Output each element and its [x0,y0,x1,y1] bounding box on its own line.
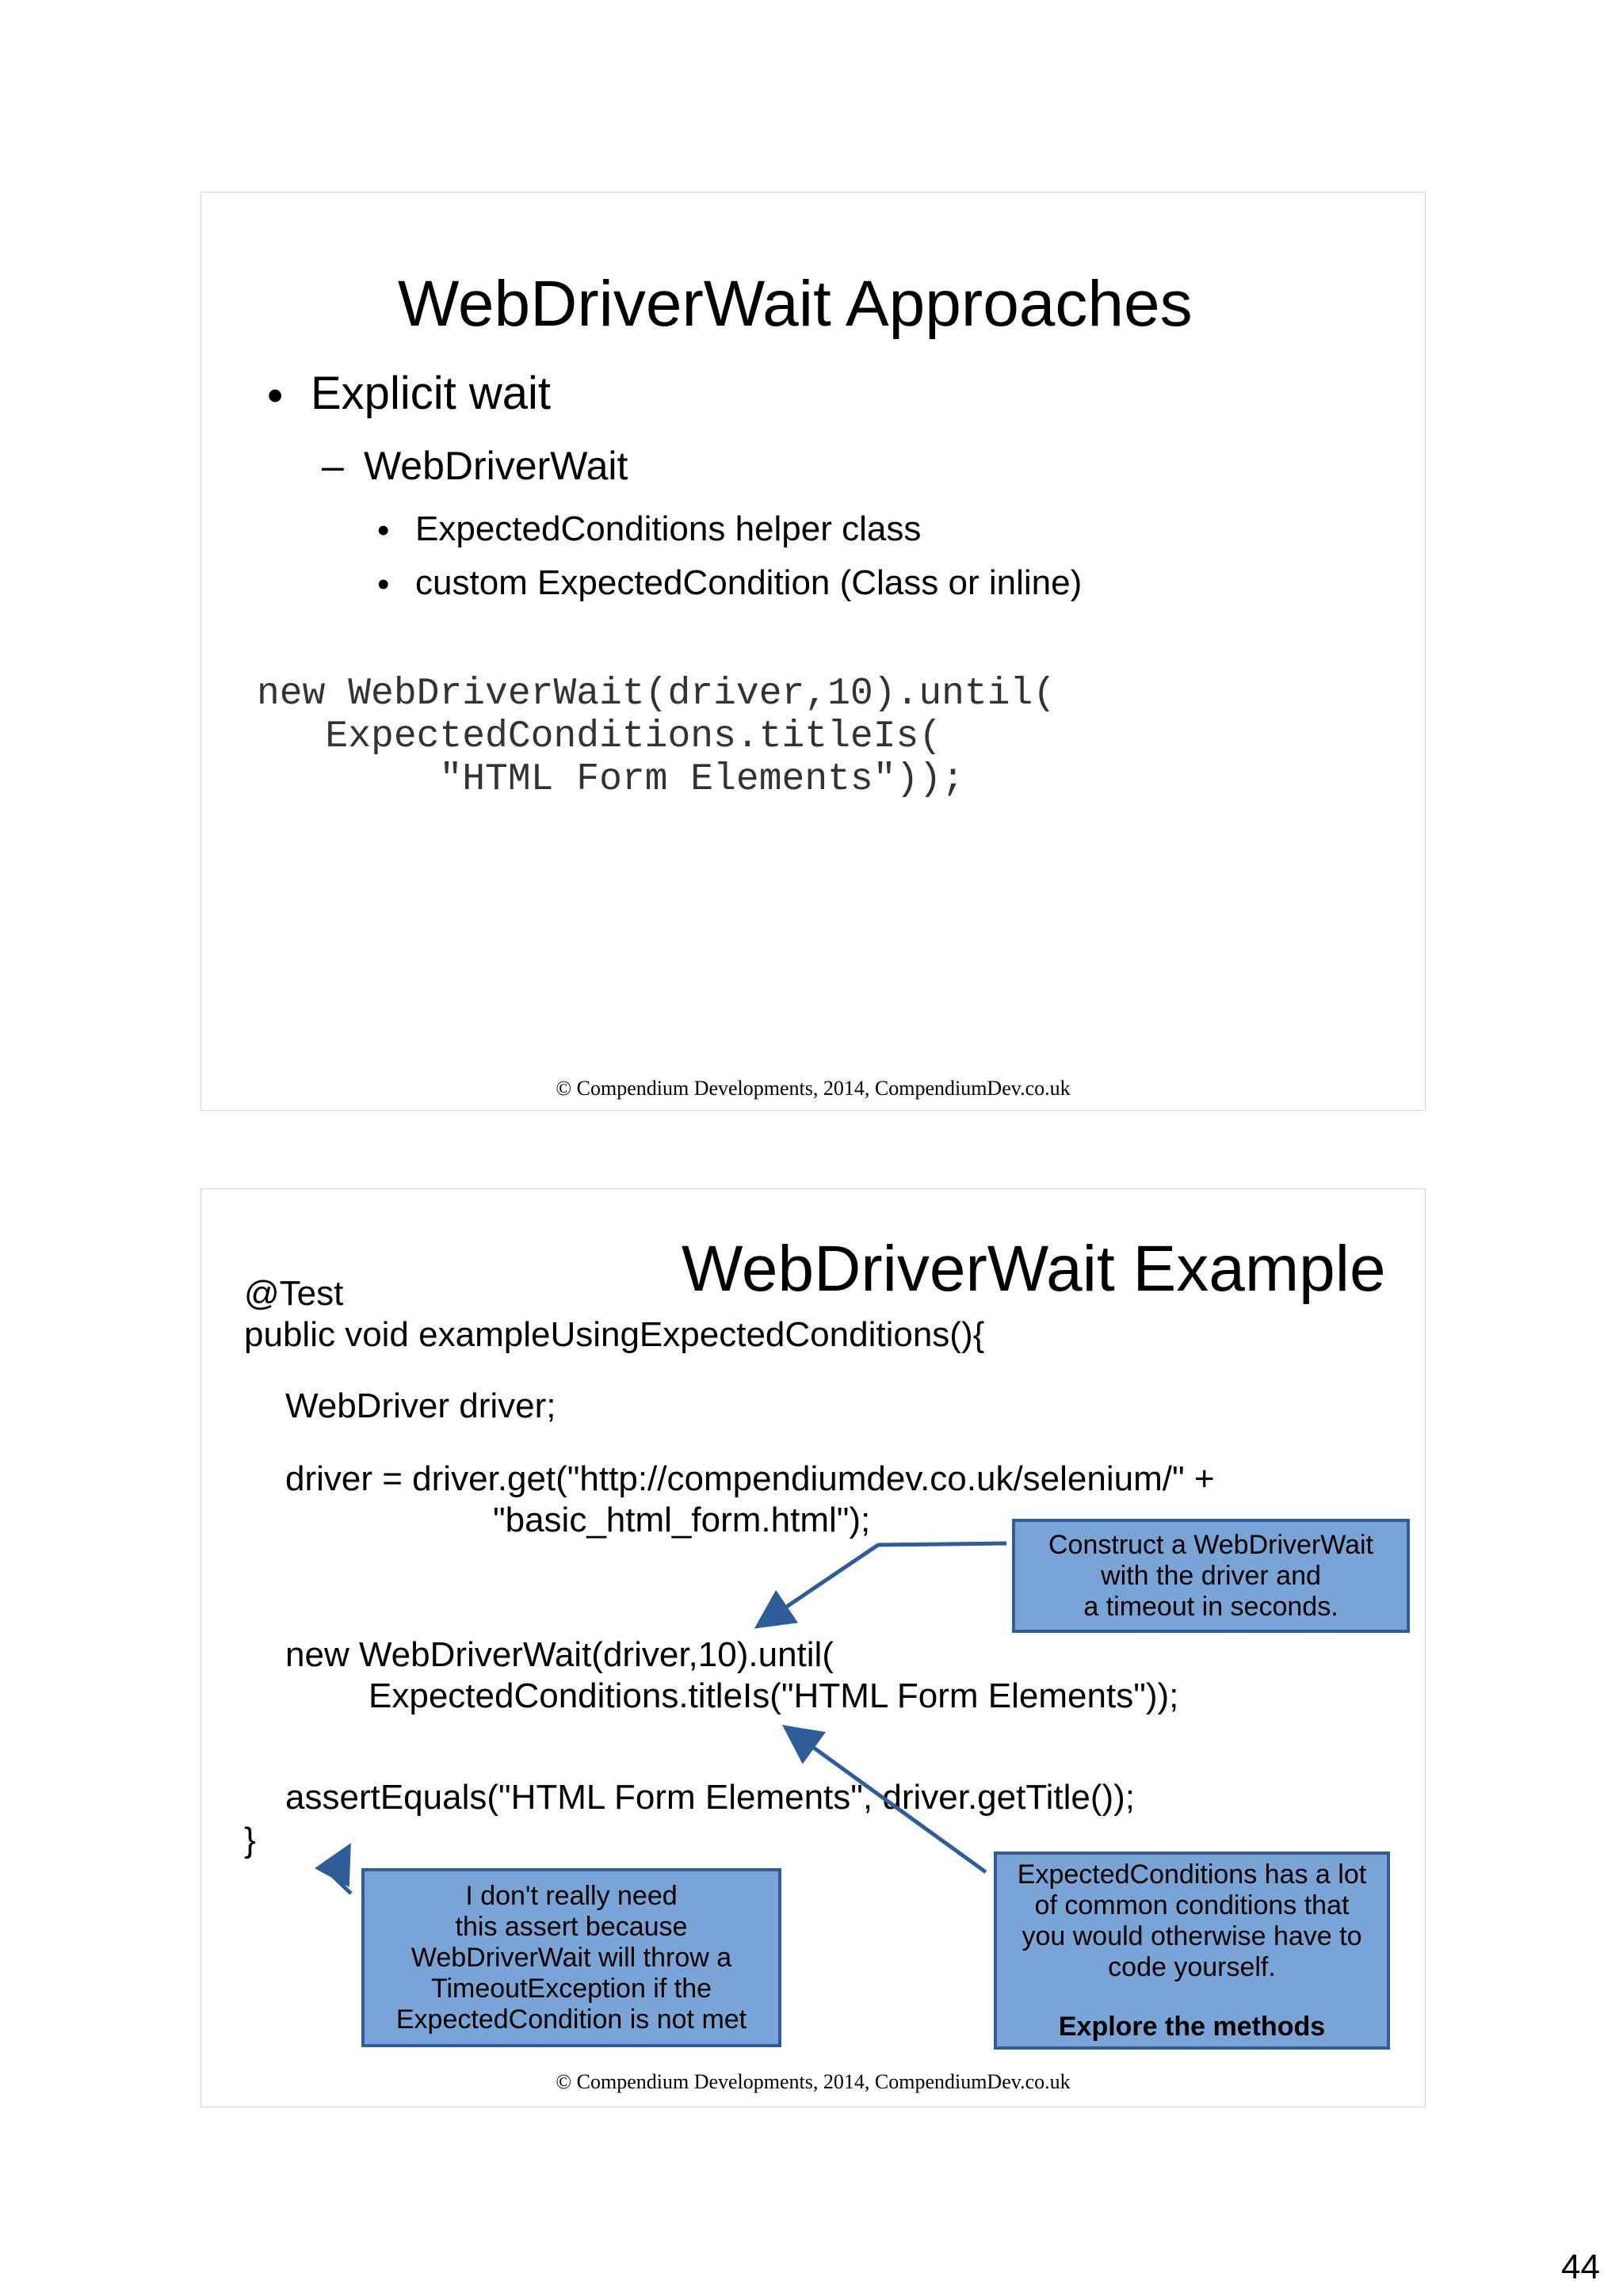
slide-title: WebDriverWait Example [682,1233,1386,1305]
code-closing-brace: } [244,1821,256,1859]
slide-title: WebDriverWait Approaches [398,268,1193,340]
code-method-signature: public void exampleUsingExpectedConditions(){ [244,1315,985,1354]
bullet-marker: • [377,565,390,604]
arrow-construct-to-webdriverwait [761,1543,1006,1624]
code-line: ExpectedConditions.titleIs( [257,715,942,758]
sub-bullet-webdriverwait: WebDriverWait [364,444,628,488]
callout-assert-note: I don't really need this assert because WebDriverWait will throw a TimeoutException if the ExpectedCondition is not met [361,1868,781,2047]
code-assert: assertEquals("HTML Form Elements", driver.getTitle()); [285,1778,1136,1817]
code-declaration: WebDriver driver; [285,1386,556,1425]
sub-sub-bullet-custom-condition: custom ExpectedCondition (Class or inline) [415,563,1083,602]
code-wait-line-2: ExpectedConditions.titleIs("HTML Form Elements")); [369,1676,1179,1715]
code-line: "HTML Form Elements")); [257,758,964,801]
code-get-line-1: driver = driver.get("http://compendiumdev.co.uk/selenium/" + [285,1459,1215,1498]
sub-sub-bullet-helper-class: ExpectedConditions helper class [415,509,922,548]
bullet-marker: • [267,370,284,421]
bullet-explicit-wait: Explicit wait [311,368,551,419]
callout-explore-methods: Explore the methods [1058,2011,1326,2042]
code-wait-line-1: new WebDriverWait(driver,10).until( [285,1635,834,1674]
slide-footer: © Compendium Developments, 2014, CompendiumDev.co.uk [556,2070,1071,2093]
bullet-marker: • [377,511,390,550]
code-annotation: @Test [244,1274,344,1313]
code-line: new WebDriverWait(driver,10).until( [257,673,1056,715]
slide-footer: © Compendium Developments, 2014, CompendiumDev.co.uk [556,1077,1071,1100]
callout-expected-text: ExpectedConditions has a lot of common conditions that you would otherwise have to code yourself. [1017,1859,1367,1982]
dash-marker: – [322,444,344,488]
code-get-line-2: "basic_html_form.html"); [493,1501,871,1539]
callout-construct: Construct a WebDriverWait with the driver and a timeout in seconds. [1012,1519,1410,1633]
arrow-assert-note-to-brace [333,1850,351,1894]
arrow-expectedconditions-to-titleis [789,1730,986,1872]
page-number: 44 [1561,2248,1600,2286]
